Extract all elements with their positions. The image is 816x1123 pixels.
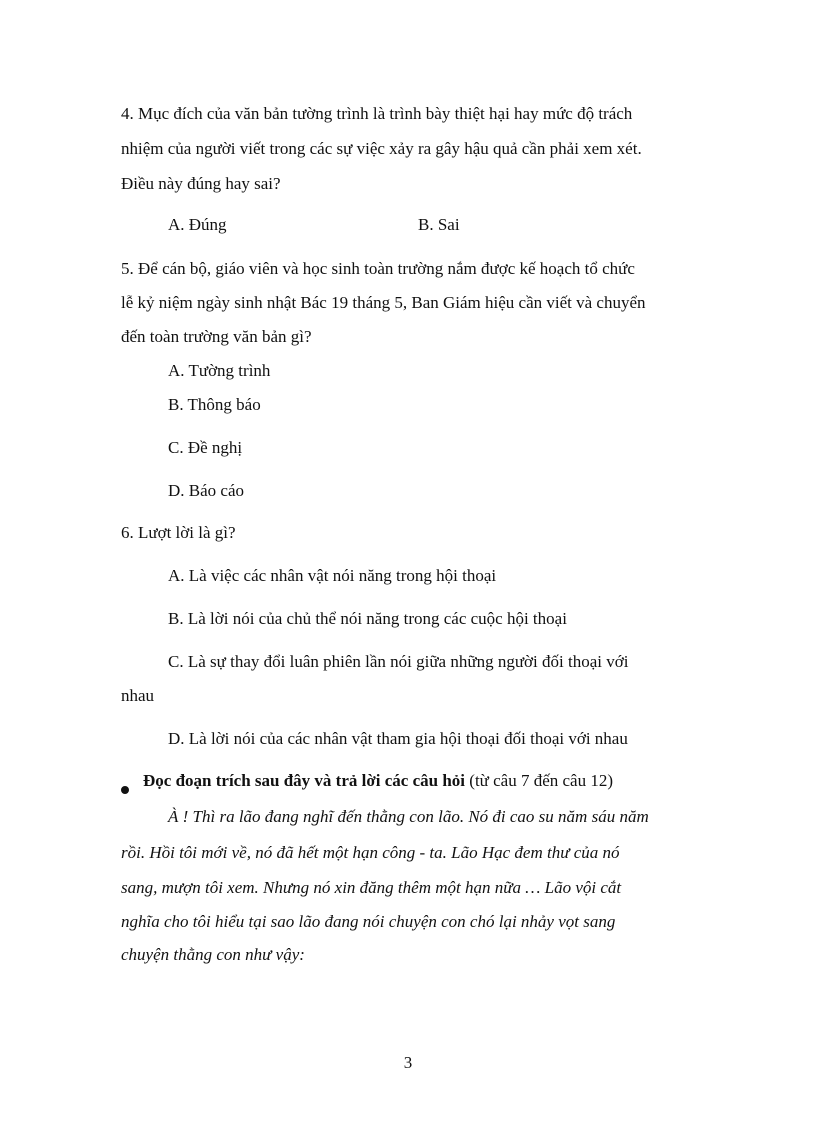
q6-option-b: B. Là lời nói của chủ thể nói năng trong các cuộc hội thoại — [168, 609, 567, 628]
passage-line-3: sang, mượn tôi xem. Nhưng nó xin đăng thêm một hạn nữa … Lão vội cắt — [121, 878, 622, 897]
q5-option-d: D. Báo cáo — [168, 481, 245, 500]
reading-heading-rest: (từ câu 7 đến câu 12) — [465, 771, 614, 790]
q4-option-a: A. Đúng — [168, 215, 227, 234]
q6-option-c: C. Là sự thay đổi luân phiên lần nói giữa những người đối thoại với — [168, 652, 629, 671]
reading-heading — [143, 771, 613, 791]
passage-line-5: chuyện thằng con như vậy: — [121, 945, 305, 964]
q5-option-b: B. Thông báo — [168, 395, 261, 414]
q4-line-2: nhiệm của người viết trong các sự việc xảy ra gây hậu quả cần phải xem xét. — [121, 139, 642, 158]
passage-line-1: À ! Thì ra lão đang nghĩ đến thằng con lão. Nó đi cao su năm sáu năm — [168, 807, 649, 826]
passage-line-4: nghĩa cho tôi hiểu tại sao lão đang nói chuyện con chó lại nhảy vọt sang — [121, 912, 616, 931]
q5-line-2: lễ kỷ niệm ngày sinh nhật Bác 19 tháng 5, Ban Giám hiệu cần viết và chuyển — [121, 293, 646, 312]
bullet-icon — [121, 786, 129, 794]
q5-line-3: đến toàn trường văn bản gì? — [121, 327, 312, 346]
q6-question: 6. Lượt lời là gì? — [121, 523, 236, 542]
reading-heading-bold: Đọc đoạn trích sau đây và trả lời các câu hỏi — [143, 771, 466, 790]
q5-line-1: 5. Để cán bộ, giáo viên và học sinh toàn trường nắm được kế hoạch tổ chức — [121, 259, 635, 278]
page-number: 3 — [403, 1053, 413, 1072]
q4-line-1: 4. Mục đích của văn bản tường trình là trình bày thiệt hại hay mức độ trách — [121, 104, 633, 123]
q4-option-b: B. Sai — [418, 215, 460, 234]
q6-option-d: D. Là lời nói của các nhân vật tham gia hội thoại đối thoại với nhau — [168, 729, 628, 748]
q5-option-c: C. Đề nghị — [168, 438, 243, 457]
q5-option-a: A. Tường trình — [168, 361, 271, 380]
q4-line-3: Điều này đúng hay sai? — [121, 174, 281, 193]
q6-option-a: A. Là việc các nhân vật nói năng trong hội thoại — [168, 566, 497, 585]
q6-option-c-cont: nhau — [121, 686, 155, 705]
passage-line-2: rồi. Hồi tôi mới về, nó đã hết một hạn công - ta. Lão Hạc đem thư của nó — [121, 843, 620, 862]
